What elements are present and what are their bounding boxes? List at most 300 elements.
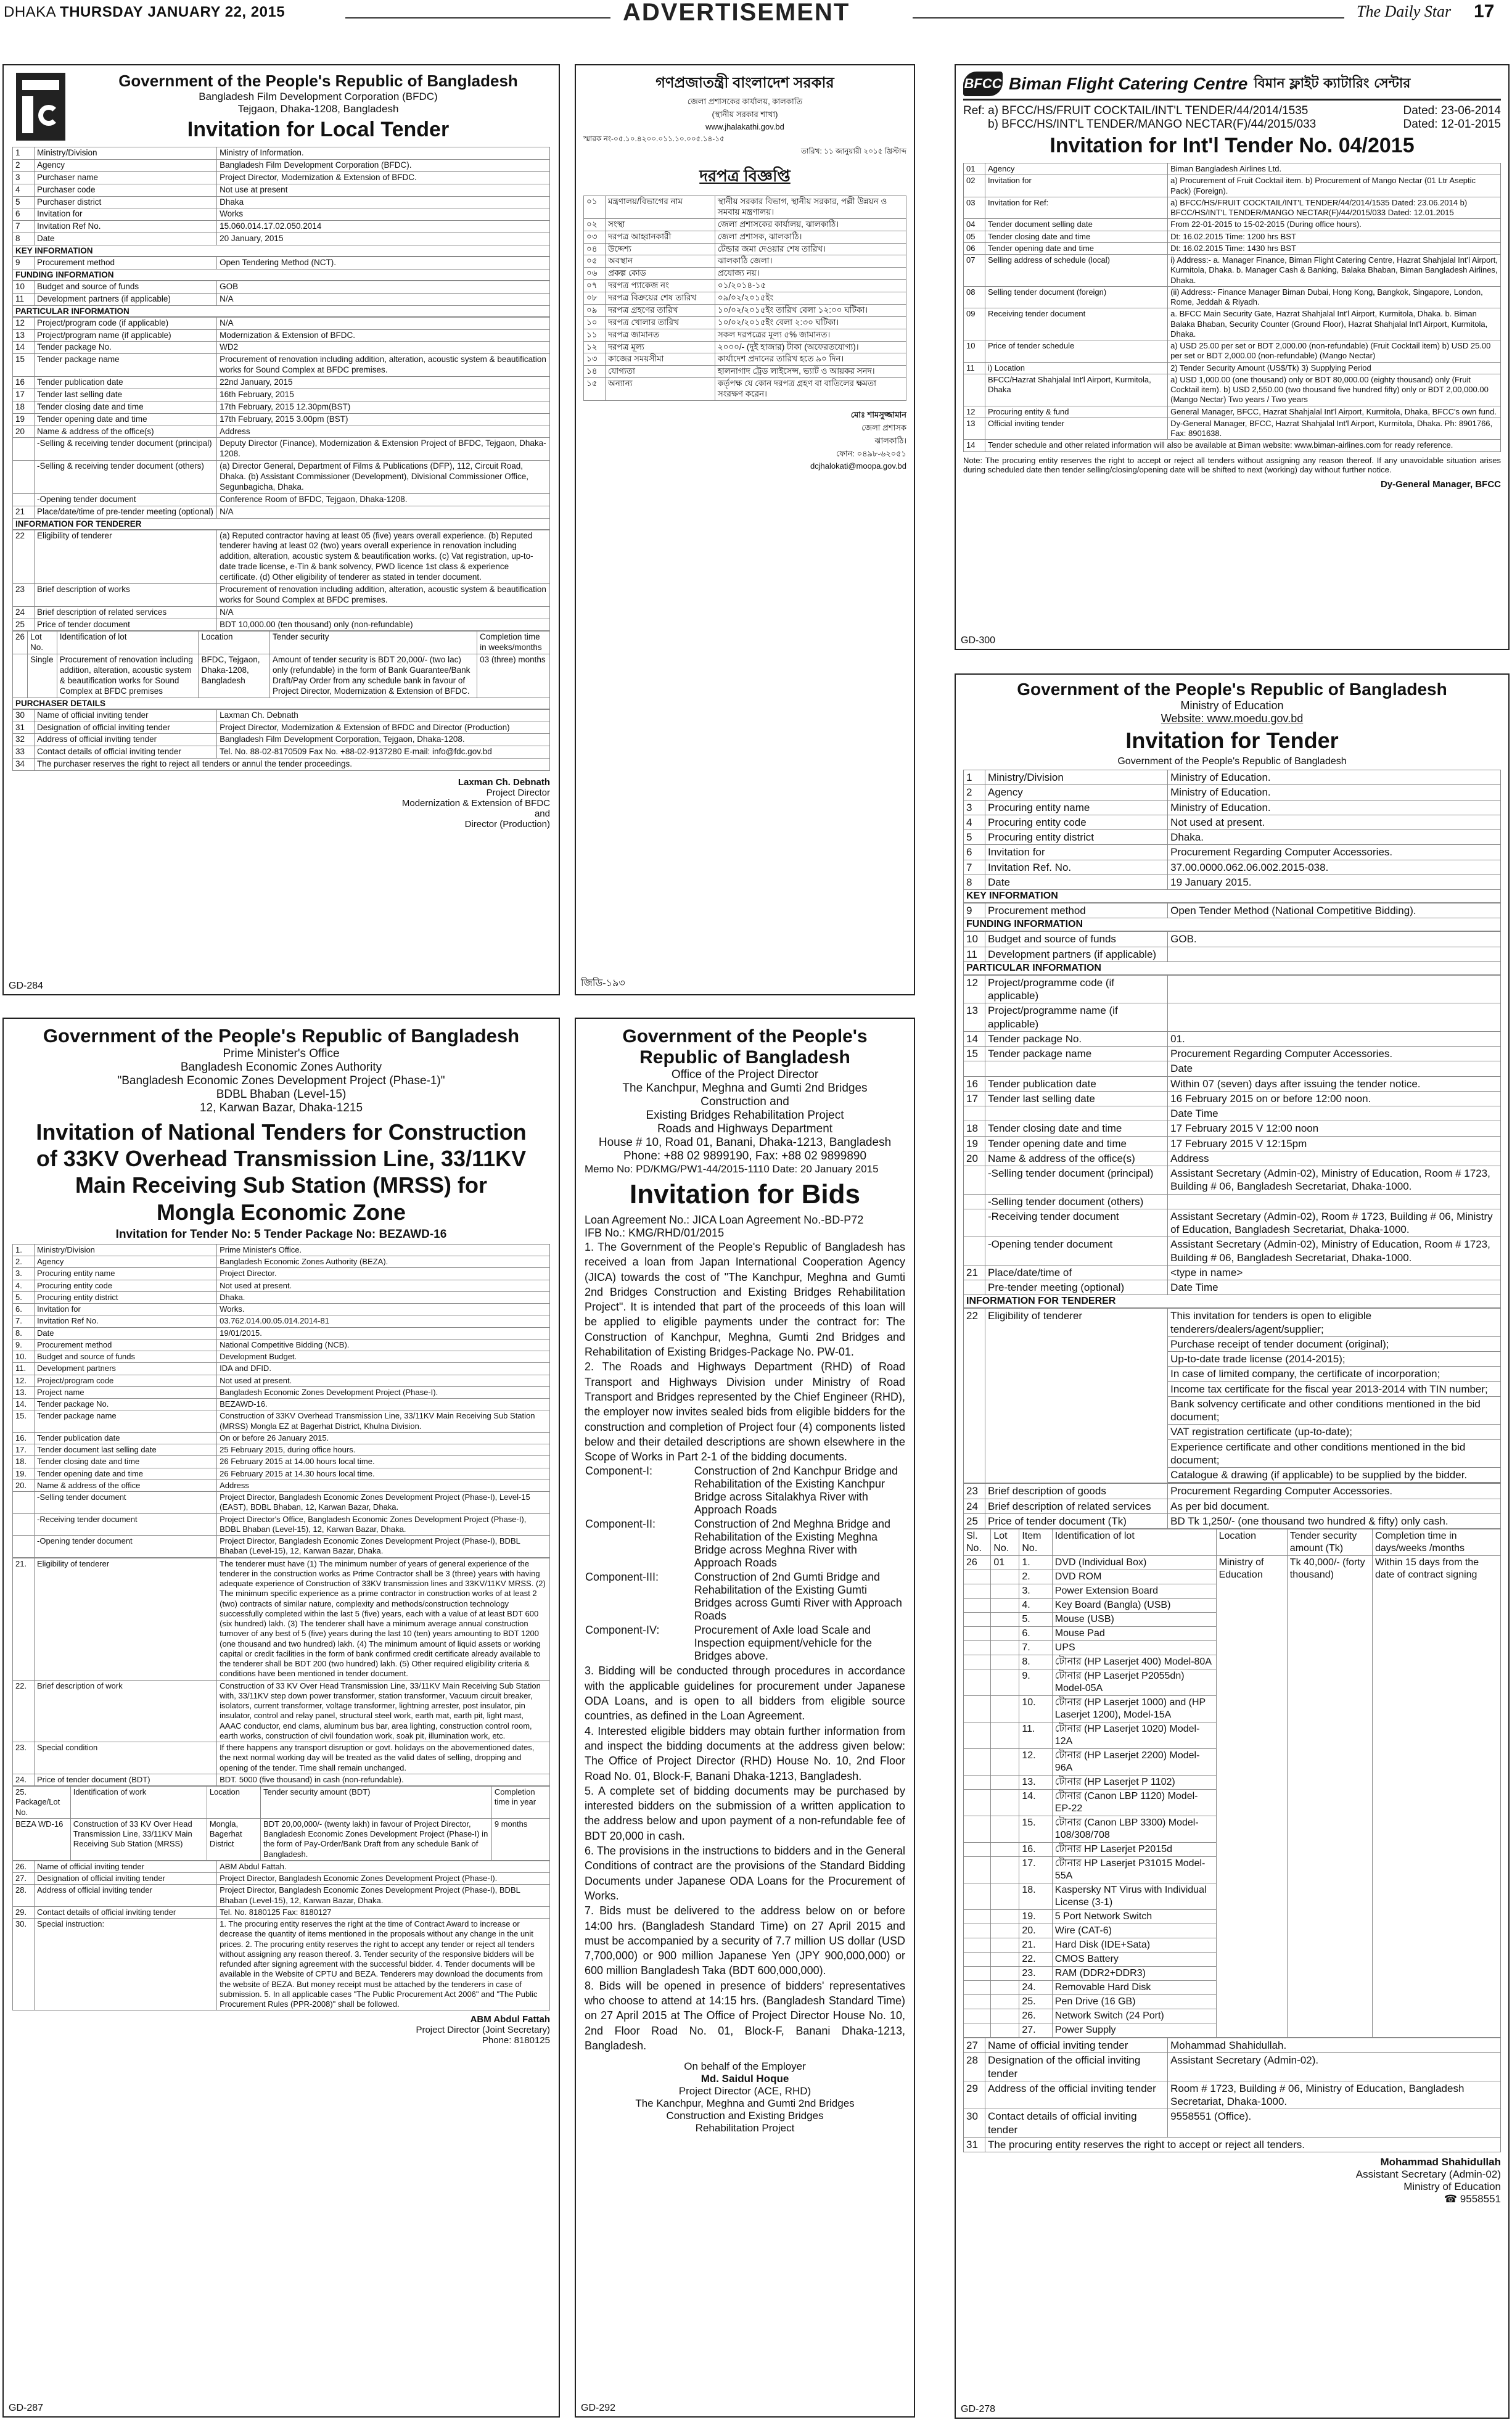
ad5-row-value: 19/01/2015. [217, 1327, 550, 1339]
ad2-row-label: সংস্থা [606, 218, 715, 231]
ad1-row-num: 12 [13, 317, 35, 329]
ad4-row-label: -Selling tender document (others) [985, 1194, 1168, 1209]
ad1-row-label: Budget and source of funds [35, 281, 217, 293]
ad1-lot-head: Lot No. [28, 632, 57, 654]
ad4-row [964, 800, 1501, 815]
ad5-row-value: Project Director, Bangladesh Economic Zones Development Project (Phase-I), Level-15 (EAST), BDBL Bhaban, 12, Karwan Bazar, Dhaka. [217, 1492, 550, 1514]
ad4-row-num [964, 1280, 985, 1295]
ad5-row-num: 17. [13, 1444, 35, 1456]
ad5-row-num: 15. [13, 1410, 35, 1433]
ad5-row-num: 8. [13, 1327, 35, 1339]
ad6-sig-line: The Kanchpur, Meghna and Gumti 2nd Bridges [635, 2097, 855, 2110]
ad1-row [13, 438, 550, 461]
ad5-row-value: ABM Abdul Fattah. [217, 1861, 550, 1872]
ad5-address: 12, Karwan Bazar, Dhaka-1215 [199, 1101, 363, 1114]
ad6-component-desc: Construction of 2nd Kanchpur Bridge and Rehabilitation of the Existing Kanchpur Bridge across Sitalakhya River with Approach Roads [694, 1465, 898, 1517]
ad4-item-name: টোনার (HP Laserjet 1020) Model-12A [1052, 1722, 1216, 1749]
ad3-row-label: Official inviting tender [985, 418, 1168, 440]
ad1-lot-head: Tender security [269, 632, 477, 654]
ad4-code: GD-278 [961, 2404, 996, 2414]
ad2-row-label: মন্ত্রণালয়/বিভাগের নাম [606, 196, 715, 219]
ad4-lot-no [991, 1655, 1019, 1669]
ad4-lot-head: Completion time in days/weeks /months [1373, 1529, 1501, 1556]
ad5-row [13, 1513, 550, 1536]
ad5-row-num: 3. [13, 1268, 35, 1280]
ad4-lot-no [991, 2009, 1019, 2023]
ad2-row-value: কর্তৃপক্ষ যে কোন দরপত্র গ্রহণ বা বাতিলের ক্ষমতা সংরক্ষণ করেন। [715, 378, 906, 401]
ad1-row [13, 377, 550, 389]
ad4-item-name: টোনার HP Laserjet P31015 Model- 55A [1052, 1857, 1216, 1883]
ad4-item-num: 14. [1019, 1790, 1052, 1816]
ad4-item-num: 9. [1019, 1669, 1052, 1696]
ad3-row [964, 340, 1501, 363]
ad3-row-value: (ii) Address:- Finance Manager Biman Dubai, Hong Kong, Bangkok, Singapore, London, Rome, Jeddah & Riyadh. [1168, 286, 1501, 308]
ad1-row-label: Invitation for [35, 208, 217, 221]
ad2-ref: স্মারক নং-০৫.১০.৪২০০.০১১.১০.০০৫.১৪-১৫ [583, 134, 725, 143]
ad4-item-name: টোনার (HP Laserjet P 1102) [1052, 1776, 1216, 1790]
ad4-lot-sl [964, 1584, 991, 1599]
ad3-row-value: Dt: 16.02.2015 Time: 1200 hrs BST [1168, 231, 1501, 242]
ad3-row-num: 07 [964, 255, 985, 287]
ad4-row-value: Open Tender Method (National Competitive Bidding). [1168, 903, 1501, 918]
ad3-row-num: 06 [964, 242, 985, 254]
ad4-lot-no [991, 2023, 1019, 2038]
ad4-lot-no [991, 1696, 1019, 1722]
ad2-code: জিডি-১৯৩ [581, 978, 625, 989]
ad-beza-tender: Government of the People's Republic of Bangladesh Prime Minister's Office Bangladesh Economic Zones Authority "Bangladesh Economic Zones Development Project (Phase-1)" BDBL Bhaban (Level-15) 12, Karwan Bazar, Dhaka-1215 Invitation of National Tenders for Construction of 33KV Overhead Transmission Line, 33/11KV Main Receiving Sub Station (MRSS) for Mongla Economic Zone Invitation for Tender No: 5 Tender Package No: BEZAWD-16 1. Ministry/Division Prime Minister's Office. 2. Agency Bangladesh Economic Zones Authority (BEZA). 3. Procuring entity name Project Director. 4. Procuring entity code Not used at present. 5. Procuring entity district Dhaka. 6. Invitation for Works. 7. Invitation Ref No. 03.762.014.00.05.014.2014-81 8. Date 19/01/2015. 9. Procurement method National Competitive Bidding (NCB). 10. Budget and source of funds Development Budget. 11. Development partners IDA and DFID. 12. Project/program code Not used at present. 13. Project name Bangladesh Economic Zones Development Project (Phase-I). 14. Tender package No. BEZAWD-16. 15. Tender package name Construction of 33KV Overhead Transmission Line, 33/11KV Main Receiving Sub Station (MRSS) Mongla EZ at Bagerhat District, Khulna Division. 16. Tender publication date On or before 26 January 2015. 17. Tender document last selling date 25 February 2015, during office hours. 18. Tender closing date and time 26 February 2015 at 14.00 hours local time. 19. Tender opening date and time 26 February 2015 at 14.30 hours local time. 20. Name & address of the office Address -Selling tender document Project Director, Bangladesh Economic Zones Development Project (Phase-I), Level-15 (EAST), BDBL Bhaban, 12, Karwan Bazar, Dhaka. -Receiving tender document Project Director's Office, Bangladesh Economic Zones Development Project (Phase-I), BDBL Bhaban (Level-15), 12, Karwan Bazar, Dhaka. -Opening tender document Project Director, Bangladesh Economic Zones Development Project (Phase-I), BDBL Bhaban (Level-15), 12, Karwan Bazar, Dhaka. 21. Eligibility of tenderer The tenderer must have (1) The minimum number of years of general experience of the tenderer in the construction works as Prime Contractor shall be 3 (three) years with having adequate experience of Construction of 33KV transmission lines and 33KV/11KV MRSS. (2) The minimum specific experience as a prime contractor in construction works of at least 2 (two) contracts of similar nature, complexity and methods/construction technology successfully completed within the last 5 (five) years, each with a value of at least BDT 600 (six hundred) lakh. (3) The tenderer shall have a minimum average annual construction turnover of any best of 5 (five) years during the last 10 (ten) years amounting to BDT 1200 (one thousand and two hundred) lakh. (4) The minimum amount of liquid assets or working capital or credit facilities in the form of bank confirmed credit certificate already available to the tenderer shall be BDT 200 (two hundred) lakh. (5) Other required eligibility criteria & conditions have been mentioned in tender document. 22. Brief description of work Construction of 33 KV Over Head Transmission Line, 33/11KV Main Receiving Sub Station with, 33/11KV step down power transformer, station transformer, Vacuum circuit breaker, isolators, current transformer, voltage transformer, lightning arrester, post insulator, pin insulator, control and relay panel, structural steel work, earth mat, earth pit, light mast, AAAC conductor, end clams, aluminum bus bar, area lighting, construction control room, earth works, construction of civil foundation work, soak pit, illumination work, etc. 23. Special condition If there happens any transport disruption or govt. holidays on the abovementioned dates, the next normal working day will be treated as the valid dates of selling, dropping and opening of the tender. Time shall remain unchanged. 24. Price of tender document (BDT) BDT. 5000 (five thousand) in cash (non-refundable). 25. Package/Lot No. Identification of work Location Tender security amount (BDT) Completion time in year BEZA WD-16 Construction of 33 KV Over Head Transmission Line, 33/11KV Main Receiving Sub Station (MRSS) Mongla, Bagerhat District BDT 20,00,000/- (twenty lakh) in favour of Project Director, Bangladesh Economic Zones Development Project (Phase-I) in the form of Pay-Order/Bank Draft from any schedule Bank of Bangladesh. 9 months 26. Name of official inviting tender ABM Abdul Fattah. 27. Designation of official inviting tender Project Director, Bangladesh Economic Zones Development Project (Phase-I). 28. Address of official inviting tender Project Director, Bangladesh Economic Zones Development Project (Phase-I), BDBL Bhaban (Level-15), 12, Karwan Bazar, Dhaka. 29. Contact details of official inviting tender Tel. No. 8180125 Fax: 8180127 30. Special instruction: 1. The procuring entity reserves the right at the time of Contract Award to increase or decrease the quantity of items mentioned in the proposals without any change in the unit prices. 2. The procuring entity reserves the right to accept any tender or reject all tenders without assigning any reason thereof. 3. Tender security of the responsive bidders will be refunded after signing agreement with the successful bidder. 4. Tender documents will be available in the Website of CPTU and BEZA. Tenderers may download the documents from the website of BEZA. But money receipt must be attached by the tenderers in case of submission. 5. In all applicable cases "The Public Procurement Act 2006" and "The Public Procurement Rules (PPR-2008)" shall be followed. ABM Abdul Fattah Project Director (Joint Secretary) Phone: 8180125 GD-287 [2, 1018, 560, 2418]
ad3-row-value: a) USD 1,000.00 (one thousand) only or BDT 80,000.00 (eighty thousand) only (Fruit Cocktail item). b) USD 2,550.00 (two thousand five hundred fifty) only or BDT 2,00,000.00 (Mango Nectar) Two years / Two years [1168, 374, 1501, 406]
ad4-row-value: Address [1168, 1151, 1501, 1166]
ad4-item-name: Hard Disk (IDE+Sata) [1052, 1938, 1216, 1953]
ad4-item-num: 1. [1019, 1556, 1052, 1570]
ad4-item-num: 13. [1019, 1776, 1052, 1790]
ad3-row-value: Dy-General Manager, BFCC, Hazrat Shahjalal Int'l Airport, Kurmitola, Dhaka. Ph: 8901766, Fax: 8901638. [1168, 418, 1501, 440]
ad4-item-num: 8. [1019, 1655, 1052, 1669]
ad4-row-label: Date [985, 875, 1168, 889]
ad2-row-value: ১০/০২/২০১৫ইং বেলা ২:৩০ ঘটিকা। [715, 316, 906, 329]
ad4-ministry: Ministry of Education [1180, 699, 1284, 712]
ad3-row-num [964, 374, 985, 406]
ad4-row [964, 1031, 1501, 1046]
ad4-row-value: 9558551 (Office). [1168, 2109, 1501, 2138]
ad3-row-num: 14 [964, 440, 985, 451]
ad1-row-label: Price of tender document [35, 619, 217, 631]
ad1-row-num: 22 [13, 530, 35, 583]
ad1-row [13, 426, 550, 438]
ad4-row-value [1168, 975, 1501, 1003]
ad1-row-value: 17th February, 2015 3.00pm (BST) [217, 413, 550, 426]
ad6-para-2: 2. The Roads and Highways Department (RHD) of Road Transport and Highways Division under Ministry of Road Transport and Bridges represented by the Chief Engineer (RHD), the employer now invites sealed bids from eligible bidders for the construction and completion of Project four (4) components listed below and their detailed descriptions are shown elsewhere in the Scope of Works in Part 2-1 of the bidding documents. [585, 1360, 905, 1463]
ad5-sig-line: ABM Abdul Fattah [470, 2014, 550, 2025]
ad1-code: GD-284 [9, 981, 44, 991]
ad4-elig-item: VAT registration certificate (up-to-date); [1168, 1425, 1500, 1439]
ad4-row-label: Place/date/time of [985, 1265, 1168, 1280]
ad1-row-label: Designation of official inviting tender [35, 722, 217, 734]
ad4-item-num: 25. [1019, 1995, 1052, 2009]
ad2-row-value: হালনাগাদ ট্রেড লাইসেন্স, ভ্যাট ও আয়কর সনদ। [715, 366, 906, 378]
ad1-row [13, 208, 550, 221]
ad5-row-value: Tel. No. 8180125 Fax: 8180127 [217, 1906, 550, 1918]
ad1-row-value: (a) Director General, Department of Films & Publications (DFP), 112, Circuit Road, Dhaka. (b) Assistant Commissioner (Development), Divisional Commissioner Office, Segunbagicha, Dhaka. [217, 461, 550, 494]
ad3-heading: Invitation for Int'l Tender No. 04/2015 [1050, 134, 1415, 157]
ad5-row [13, 1244, 550, 1256]
ad5-row-num: 16. [13, 1432, 35, 1444]
ad3-row-label: i) Location [985, 362, 1168, 374]
ad5-row-value: Not used at present. [217, 1375, 550, 1386]
ad1-row-num: 19 [13, 413, 35, 426]
ad6-address: House # 10, Road 01, Banani, Dhaka-1213, Bangladesh [598, 1136, 892, 1149]
ad4-signature [963, 2156, 1501, 2205]
ad4-table [963, 770, 1501, 890]
ad5-row [13, 1351, 550, 1363]
ad4-lot-no [991, 1910, 1019, 1924]
ad2-row-label: দরপত্র মূল্য [606, 341, 715, 353]
ad5-row-value: Project Director. [217, 1268, 550, 1280]
ad1-row-num: 10 [13, 281, 35, 293]
ad1-row-label: Eligibility of tenderer [35, 530, 217, 583]
ad4-row [964, 815, 1501, 829]
ad5-heading-4: Mongla Economic Zone [156, 1199, 406, 1225]
ad5-row-label: Development partners [35, 1363, 217, 1375]
ad4-row-value: Ministry of Education. [1168, 785, 1501, 800]
ad6-sig-line: Rehabilitation Project [695, 2122, 795, 2134]
ad1-row-label: -Selling & receiving tender document (others) [35, 461, 217, 494]
ad4-row-value: BD Tk 1,250/- (one thousand two hundred & fifty) only cash. [1168, 1513, 1501, 1528]
ad4-item-name: CMOS Battery [1052, 1953, 1216, 1967]
ad1-row-value: Not use at present [217, 184, 550, 196]
ad2-row [584, 268, 906, 280]
ad4-item-name: UPS [1052, 1641, 1216, 1655]
ad2-row [584, 243, 906, 255]
ad5-row-value: Prime Minister's Office. [217, 1244, 550, 1256]
ad5-row-label: Date [35, 1327, 217, 1339]
ad2-row [584, 218, 906, 231]
ad5-row [13, 1280, 550, 1291]
ad1-row-num: 3 [13, 171, 35, 184]
ad6-component-label: Component-II: [585, 1518, 656, 1531]
ad4-lot-sl [964, 1641, 991, 1655]
ad4-elig-item: Experience certificate and other conditions mentioned in the bid document; [1168, 1440, 1500, 1468]
ad4-row [964, 1166, 1501, 1195]
ad5-row-value: Development Budget. [217, 1351, 550, 1363]
ad5-row-label: Budget and source of funds [35, 1351, 217, 1363]
ad2-row-num: ০৮ [584, 292, 606, 305]
ad1-row-value: Bangladesh Film Development Corporation (BFDC). [217, 159, 550, 171]
ad4-row-label: Tender closing date and time [985, 1121, 1168, 1136]
ad5-row-num: 2. [13, 1256, 35, 1268]
ad1-row-num: 1 [13, 147, 35, 160]
ad1-row [13, 722, 550, 734]
ad1-row-label: -Selling & receiving tender document (principal) [35, 438, 217, 461]
ad4-lot-sl [964, 1953, 991, 1967]
ad4-lot-no [991, 1749, 1019, 1776]
ad4-website: Website: www.moedu.gov.bd [1161, 712, 1304, 725]
ad2-row [584, 196, 906, 219]
ad2-row-value: ০১/২০১৪-১৫ [715, 280, 906, 292]
ad4-item-num: 19. [1019, 1910, 1052, 1924]
ad4-lot-sl [964, 1722, 991, 1749]
ad4-lot-no [991, 1924, 1019, 1938]
ad1-row-label: Invitation Ref No. [35, 221, 217, 233]
ad1-title: Government of the People's Republic of Bangladesh [118, 72, 518, 90]
ad5-building: BDBL Bhaban (Level-15) [216, 1088, 347, 1101]
ad4-row-value: Procurement Regarding Computer Accessories. [1168, 845, 1501, 860]
ad1-signature [12, 777, 550, 829]
ad4-lot-sl [964, 2023, 991, 2038]
ad4-lot-no [991, 1790, 1019, 1816]
ad4-item-num: 12. [1019, 1749, 1052, 1776]
ad4-row-num [964, 1061, 985, 1076]
ad5-row-num: 30. [13, 1919, 35, 2010]
dateline-city: DHAKA [4, 4, 55, 20]
ad1-lot-head: 26 [13, 632, 28, 654]
ad3-row-value: Dt: 16.02.2015 Time: 1430 hrs BST [1168, 242, 1501, 254]
ad5-row [13, 1268, 550, 1280]
ad5-lot-cell: Mongla, Bagerhat District [207, 1818, 260, 1860]
ad1-row-label: Development partners (if applicable) [35, 293, 217, 305]
ad5-brief: Construction of 33 KV Over Head Transmission Line, 33/11KV Main Receiving Sub Station with, 33/11KV step down power transformer, station transformer, Vacuum circuit breaker, isolators, current transformer, voltage transformer, lightning arrester, post insulator, pin insulator, control and relay panel, structural steel work, earth mat, earth pit, light mast, AAAC conductor, end clams, aluminum bus bar, area lighting, construction control room, earth works, construction of civil foundation work, soak pit, illumination work, etc. [217, 1680, 550, 1742]
ad5-sig-line: Phone: 8180125 [482, 2035, 550, 2046]
ad2-row-label: অবস্থান [606, 255, 715, 268]
ad1-row-value: GOB [217, 281, 550, 293]
ad5-row-num: 1. [13, 1244, 35, 1256]
ad1-row-num: 34 [13, 759, 35, 771]
ad6-project-3: Existing Bridges Rehabilitation Project [646, 1109, 844, 1122]
ad1-row-num: 9 [13, 257, 35, 270]
ad4-lot-head: Item No. [1019, 1529, 1052, 1556]
ad3-row [964, 374, 1501, 406]
ad4-row-value: As per bid document. [1168, 1499, 1501, 1513]
ad3-ref-a-date: Dated: 23-06-2014 [1403, 104, 1501, 117]
ad5-row-label: Name & address of the office [35, 1480, 217, 1491]
ad2-row-num: ০২ [584, 218, 606, 231]
bfcc-logo-icon: BFCC [963, 72, 1003, 96]
ad1-row-num [13, 461, 35, 494]
ad4-item-num: 16. [1019, 1843, 1052, 1857]
ad4-sig-line: Mohammad Shahidullah [1380, 2156, 1501, 2168]
ad1-row-value: Deputy Director (Finance), Modernization & Extension Project of BFDC, Tejgaon, Dhaka-1208. [217, 438, 550, 461]
ad4-row-num: 9 [964, 903, 985, 918]
ad1-row-value: (a) Reputed contractor having at least 05 (five) years overall experience. (b) Reputed tenderer having at least 02 (two) years overall experience in renovation including addition, alteration, acoustic system & beautification works. (c) Vat registration, up-to-date trade license, e-Tin & bank solvency, PWD licence 1st class & experience certificate. (d) Other eligibility of tenderer as stated in tender document. [217, 530, 550, 583]
ad4-row [964, 2137, 1501, 2152]
ad2-row [584, 255, 906, 268]
ad4-row-value: Assistant Secretary (Admin-02), Ministry of Education, Room # 1723, Building # 06, Bangladesh Secretariat, Dhaka-1000. [1168, 1237, 1501, 1266]
ad1-row-label: Place/date/time of pre-tender meeting (optional) [35, 506, 217, 518]
ad5-row [13, 1861, 550, 1872]
ad4-row-label: Procuring entity name [985, 800, 1168, 815]
ad3-row [964, 231, 1501, 242]
ad2-row-value: জেলা প্রশাসকের কার্যালয়, ঝালকাঠি। [715, 218, 906, 231]
ad5-row [13, 1480, 550, 1491]
ad4-lot-head: Tender security amount (Tk) [1287, 1529, 1372, 1556]
ad4-item-name: টোনার (Canon LBP 1120) Model-EP-22 [1052, 1790, 1216, 1816]
ad5-row-value: Works. [217, 1304, 550, 1315]
ad6-heading: Invitation for Bids [630, 1179, 860, 1209]
ad4-item-name: Removable Hard Disk [1052, 1981, 1216, 1995]
ad4-lot-head: Location [1216, 1529, 1287, 1556]
ad4-item-name: Key Board (Bangla) (USB) [1052, 1599, 1216, 1613]
ad4-lot-location: Ministry of Education [1216, 1556, 1287, 2038]
ad3-row [964, 418, 1501, 440]
ad3-row-num: 08 [964, 286, 985, 308]
ad4-subtitle: Government of the People's Republic of Bangladesh [1117, 756, 1347, 767]
ad4-lot-no [991, 1669, 1019, 1696]
ad5-title: Government of the People's Republic of Bangladesh [43, 1025, 520, 1047]
ad4-row-num: 13 [964, 1003, 985, 1032]
ad3-row-label: Tender closing date and time [985, 231, 1168, 242]
ad1-row-value: N/A [217, 506, 550, 518]
ad5-row-label: Tender package No. [35, 1399, 217, 1410]
ad1-row-value: Open Tendering Method (NCT). [217, 257, 550, 270]
ad4-lot-sl [964, 1883, 991, 1910]
ad1-row-value: Procurement of renovation including addition, alteration, acoustic system & beautification works for Sound Complex at BFDC premises. [217, 583, 550, 606]
ad4-row-label: Procuring entity code [985, 815, 1168, 829]
ad1-row [13, 389, 550, 401]
ad5-row-value: Project Director, Bangladesh Economic Zones Development Project (Phase-I). [217, 1873, 550, 1885]
ad4-item-name: Network Switch (24 Port) [1052, 2009, 1216, 2023]
ad4-row-label: Tender last selling date [985, 1091, 1168, 1106]
ad1-row-value: Conference Room of BFDC, Tejgaon, Dhaka-1208. [217, 493, 550, 506]
ad1-row-value: 20 January, 2015 [217, 233, 550, 245]
ad4-lot-sl [964, 1924, 991, 1938]
ad1-row-label: Name & address of the office(s) [35, 426, 217, 438]
ad6-component-row [585, 1517, 905, 1570]
ad4-row-label: Budget and source of funds [985, 932, 1168, 947]
ad1-row-value: 17th February, 2015 12.30pm(BST) [217, 401, 550, 413]
ad4-lot-sl [964, 1938, 991, 1953]
ad4-row-num: 4 [964, 815, 985, 829]
ad2-row [584, 316, 906, 329]
ad6-sig-line: Project Director (ACE, RHD) [678, 2085, 811, 2097]
ad1-row [13, 709, 550, 722]
ad1-row-label: Contact details of official inviting tender [35, 746, 217, 759]
ad2-row-value: টেন্ডার জমা দেওয়ার শেষ তারিখ। [715, 243, 906, 255]
ad4-row-num: 7 [964, 860, 985, 875]
ad6-phone: Phone: +88 02 9899190, Fax: +88 02 9899890 [623, 1150, 867, 1163]
ad4-row-label: Invitation for [985, 845, 1168, 860]
ad3-row-num: 02 [964, 175, 985, 197]
ad6-component-label: Component-III: [585, 1571, 659, 1584]
ad4-row-num: 6 [964, 845, 985, 860]
ad3-row-value: a) Procurement of Fruit Cocktail item. b) Procurement of Mango Nectar (01 Ltr Aseptic Pack) (Foreign). [1168, 175, 1501, 197]
ad4-lot-no [991, 1967, 1019, 1981]
ad4-lot-no [991, 1722, 1019, 1749]
ad-jhalakathi-tender [575, 64, 915, 995]
ad1-row [13, 606, 550, 619]
ad1-row [13, 329, 550, 342]
ad4-sig-line: ☎ 9558551 [1444, 2193, 1501, 2205]
ad-kmg-bridges-ifb [575, 1018, 915, 2418]
ad3-row [964, 286, 1501, 308]
ad1-row-value: Laxman Ch. Debnath [217, 709, 550, 722]
ad3-row-label: Agency [985, 163, 1168, 175]
ad5-row-label: Tender package name [35, 1410, 217, 1433]
ad1-row [13, 257, 550, 270]
ad4-row-value: Procurement Regarding Computer Accessories. [1168, 1484, 1501, 1499]
ad4-lot-sl [964, 1857, 991, 1883]
ad5-row-value: 26 February 2015 at 14.30 hours local time. [217, 1468, 550, 1480]
ad1-row-num [13, 493, 35, 506]
ad4-lot-no [991, 1857, 1019, 1883]
ad3-row-value: a) BFCC/HS/FRUIT COCKTAIL/INT'L TENDER/44/2014/1535 Dated: 23.06.2014 b) BFCC/HS/INT'L TENDER/MANGO NECTAR(F)/44/2015/033 Dated: 12.01.2015 [1168, 197, 1501, 219]
ad4-row-value: Mohammad Shahidullah. [1168, 2038, 1501, 2053]
ad3-row-num: 01 [964, 163, 985, 175]
ad4-row [964, 1106, 1501, 1121]
ad4-lot-sl [964, 1981, 991, 1995]
ad4-row-value: Room # 1723, Building # 06, Ministry of Education, Bangladesh Secretariat, Dhaka-1000. [1168, 2081, 1501, 2109]
ad4-lot-sl [964, 1696, 991, 1722]
ad5-row-num: 4. [13, 1280, 35, 1291]
ad5-row-value: BEZAWD-16. [217, 1399, 550, 1410]
ad2-row [584, 353, 906, 366]
ad5-row-label: Invitation Ref No. [35, 1315, 217, 1327]
ad2-row-value: ০৯/০২/২০১৫ইং [715, 292, 906, 305]
ad3-row [964, 255, 1501, 287]
ad5-office: Prime Minister's Office [223, 1047, 340, 1060]
ad4-row-value: Procurement Regarding Computer Accessories. [1168, 1047, 1501, 1061]
ad4-lot-no [991, 1816, 1019, 1843]
ad4-row-num: 18 [964, 1121, 985, 1136]
ad1-row [13, 746, 550, 759]
ad4-item-name: Power Extension Board [1052, 1584, 1216, 1599]
ad4-lot-table [963, 1529, 1501, 2038]
ad1-row-num [13, 438, 35, 461]
header-rule-left [345, 17, 610, 19]
ad3-row [964, 163, 1501, 175]
ad2-row-label: দরপত্র প্যাকেজ নং [606, 280, 715, 292]
ad5-lot-cell: Construction of 33 KV Over Head Transmission Line, 33/11KV Main Receiving Sub Station (MRSS) [70, 1818, 207, 1860]
ad4-lot-sl [964, 1669, 991, 1696]
ad2-sig-line: মোঃ শামসুজ্জামান [850, 410, 906, 419]
ad1-sig-line: Modernization & Extension of BFDC [401, 798, 550, 809]
ad4-row-num: 31 [964, 2137, 985, 2152]
ad5-row-label: Procuring entity code [35, 1280, 217, 1291]
ad4-row-num: 10 [964, 932, 985, 947]
ad5-row [13, 1315, 550, 1327]
ad2-row-value: কার্যাদেশ প্রদানের তারিখ হতে ৯০ দিন। [715, 353, 906, 366]
ad4-lot-no [991, 1843, 1019, 1857]
ad1-agency: Bangladesh Film Development Corporation (BFDC) [199, 91, 438, 102]
ad2-row-num: ০১ [584, 196, 606, 219]
ad5-row-num: 6. [13, 1304, 35, 1315]
ad5-row-value: Not used at present. [217, 1280, 550, 1291]
ad1-row [13, 221, 550, 233]
ad2-row [584, 280, 906, 292]
ad3-row-num: 11 [964, 362, 985, 374]
ad4-row-label: Procurement method [985, 903, 1168, 918]
ad4-row-label: The procuring entity reserves the right to accept or reject all tenders. [985, 2137, 1501, 2152]
ad1-row-label: Procurement method [35, 257, 217, 270]
ad2-heading: দরপত্র বিজ্ঞপ্তি [699, 167, 791, 185]
ad1-row-num: 18 [13, 401, 35, 413]
ad5-row-num: 26. [13, 1861, 35, 1872]
ad4-row-num: 21 [964, 1265, 985, 1280]
ad4-row-label: Project/programme code (if applicable) [985, 975, 1168, 1003]
ad1-row [13, 281, 550, 293]
page-number: 17 [1474, 1, 1495, 22]
ad4-lot-head: Sl. No. [964, 1529, 991, 1556]
ad4-row-value: Ministry of Education. [1168, 800, 1501, 815]
ad4-row-num: 11 [964, 947, 985, 961]
ad1-row-label: Project/program code (if applicable) [35, 317, 217, 329]
ad1-row [13, 171, 550, 184]
ad5-row-label: Contact details of official inviting tender [35, 1906, 217, 1918]
ad5-row-value: Bangladesh Economic Zones Authority (BEZA). [217, 1256, 550, 1268]
ad4-row-num: 8 [964, 875, 985, 889]
ad1-lot-head: Identification of lot [57, 632, 199, 654]
ad5-lot-cell: BEZA WD-16 [13, 1818, 71, 1860]
ad1-row-value: Tel. No. 88-02-8170509 Fax No. +88-02-9137280 E-mail: info@fdc.gov.bd [217, 746, 550, 759]
